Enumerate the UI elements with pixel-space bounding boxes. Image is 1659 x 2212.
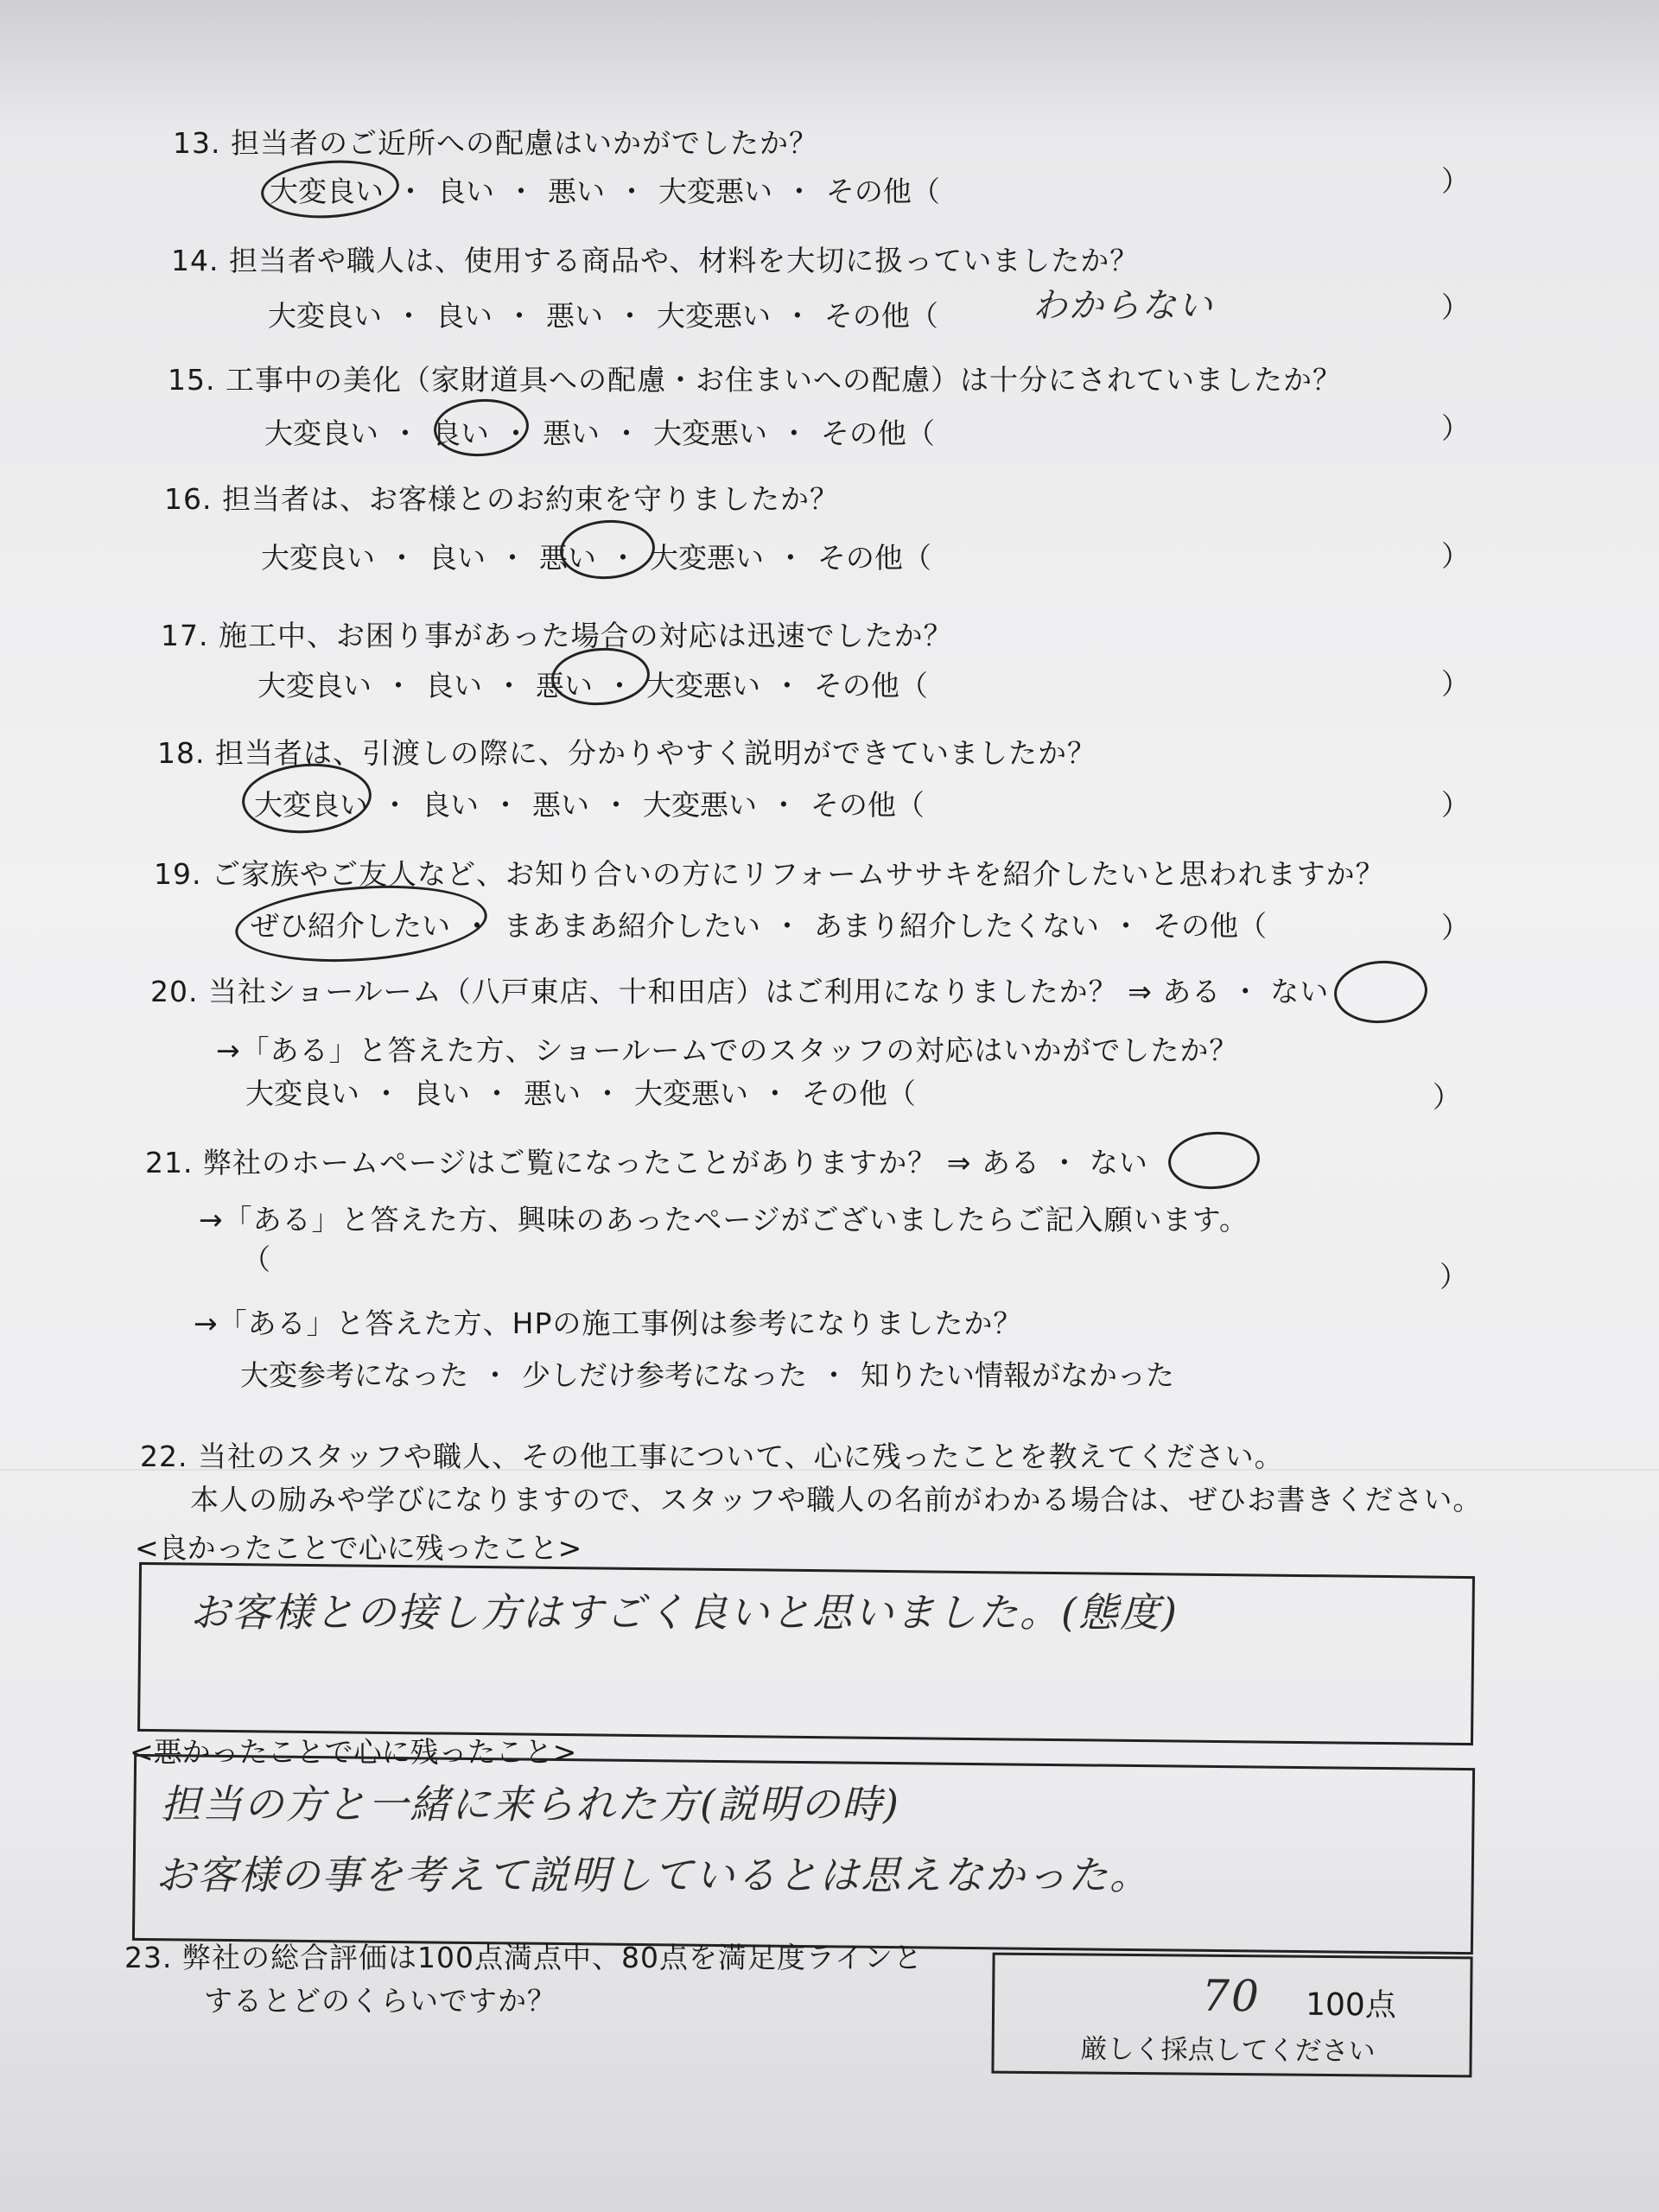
score-max: 100点 xyxy=(1305,1986,1396,2024)
question-20-close: ） xyxy=(1433,1080,1461,1114)
question-21-options: 大変参考になった ・ 少しだけ参考になった ・ 知りたい情報がなかった xyxy=(240,1358,1174,1392)
answer-circle xyxy=(1166,1128,1262,1192)
answer-circle xyxy=(259,156,401,222)
question-17: 17. 施工中、お困り事があった場合の対応は迅速でしたか？ xyxy=(161,619,953,652)
question-19: 19. ご家族やご友人など、お知り合いの方にリフォームササキを紹介したいと思われますか？ xyxy=(154,857,1385,891)
handwritten-q14-answer: わからない xyxy=(1033,286,1214,326)
question-15: 15. 工事中の美化（家財道具への配慮・お住まいへの配慮）は十分にされていましたか？ xyxy=(168,363,1342,397)
score-note: 厳しく採点してください xyxy=(1080,2033,1376,2068)
question-21-sub1: →「ある」と答えた方、興味のあったページがございましたらご記入願います。 xyxy=(199,1203,1249,1236)
question-19-close: ） xyxy=(1441,911,1470,944)
question-23-line2: するとどのくらいですか？ xyxy=(204,1984,556,2018)
answer-circle xyxy=(1332,957,1430,1026)
question-15-options: 大変良い ・ 良い ・ 悪い ・ 大変悪い ・ その他（ xyxy=(264,416,935,450)
question-13-close: ） xyxy=(1441,164,1470,198)
question-17-close: ） xyxy=(1441,667,1470,701)
question-18-close: ） xyxy=(1441,788,1470,822)
question-13: 13. 担当者のご近所への配慮はいかがでしたか？ xyxy=(173,126,818,160)
question-18-options: 大変良い ・ 良い ・ 悪い ・ 大変悪い ・ その他（ xyxy=(254,788,925,822)
question-22-sub: 本人の励みや学びになりますので、スタッフや職人の名前がわかる場合は、ぜひお書きください。 xyxy=(190,1483,1483,1516)
question-21: 21. 弊社のホームページはご覧になったことがありますか？ ⇒ ある ・ ない xyxy=(145,1146,1148,1179)
question-21-close: ） xyxy=(1440,1260,1468,1294)
good-comment-label: <良かったことで心に残ったこと> xyxy=(135,1531,582,1565)
question-22: 22. 当社のスタッフや職人、その他工事について、心に残ったことを教えてください。 xyxy=(140,1440,1284,1473)
handwritten-bad-comment-1: 担当の方と一緒に来られた方(説明の時) xyxy=(161,1781,900,1827)
question-19-options: ぜひ紹介したい ・ まあまあ紹介したい ・ あまり紹介したくない ・ その他（ xyxy=(251,909,1267,943)
question-18: 18. 担当者は、引渡しの際に、分かりやすく説明ができていましたか？ xyxy=(157,736,1096,770)
handwritten-score: 70 xyxy=(1201,1970,1262,2022)
question-16-options: 大変良い ・ 良い ・ 悪い ・ 大変悪い ・ その他（ xyxy=(261,541,931,575)
question-16-close: ） xyxy=(1441,539,1470,573)
question-15-close: ） xyxy=(1441,411,1470,445)
question-16: 16. 担当者は、お客様とのお約束を守りましたか？ xyxy=(164,482,839,516)
question-14: 14. 担当者や職人は、使用する商品や、材料を大切に扱っていましたか？ xyxy=(171,244,1140,277)
question-17-options: 大変良い ・ 良い ・ 悪い ・ 大変悪い ・ その他（ xyxy=(257,669,928,702)
question-23: 23. 弊社の総合評価は100点満点中、80点を満足度ラインと xyxy=(124,1941,923,1974)
bad-comment-label: <悪かったことで心に残ったこと> xyxy=(130,1735,577,1769)
question-20-sub: →「ある」と答えた方、ショールームでのスタッフの対応はいかがでしたか？ xyxy=(216,1033,1239,1067)
score-box xyxy=(991,1953,1472,2078)
question-14-options: 大変良い ・ 良い ・ 悪い ・ 大変悪い ・ その他（ xyxy=(268,299,938,333)
question-13-options: 大変良い ・ 良い ・ 悪い ・ 大変悪い ・ その他（ xyxy=(270,175,940,208)
handwritten-bad-comment-2: お客様の事を考えて説明しているとは思えなかった。 xyxy=(156,1852,1151,1898)
question-14-close: ） xyxy=(1441,290,1470,324)
question-20-options: 大変良い ・ 良い ・ 悪い ・ 大変悪い ・ その他（ xyxy=(245,1077,916,1110)
question-21-open: （ xyxy=(242,1243,270,1276)
question-20: 20. 当社ショールーム（八戸東店、十和田店）はご利用になりましたか？ ⇒ ある ・ ない xyxy=(150,975,1330,1008)
handwritten-good-comment: お客様との接し方はすごく良いと思いました。(態度) xyxy=(190,1589,1179,1636)
question-21-sub2: →「ある」と答えた方、HPの施工事例は参考になりましたか？ xyxy=(194,1306,1023,1340)
